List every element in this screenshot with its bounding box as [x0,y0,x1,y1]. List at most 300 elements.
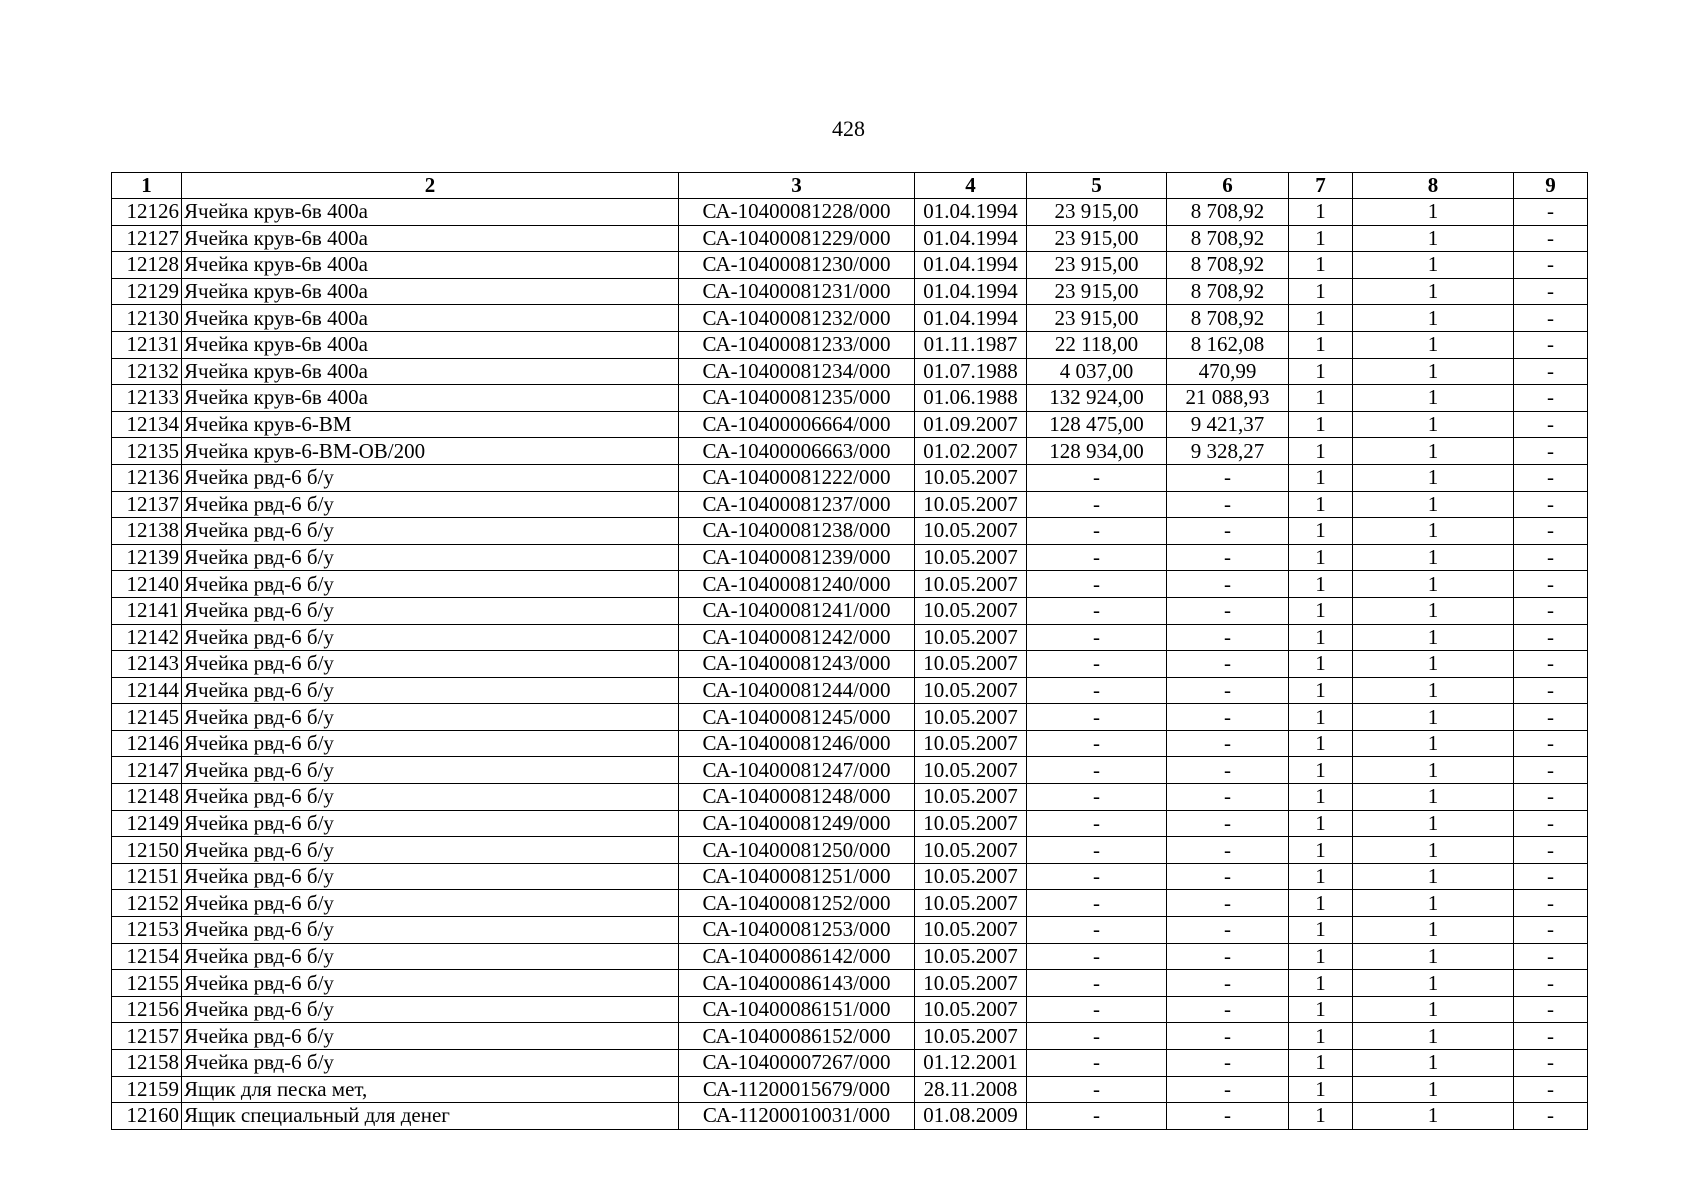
row-number-cell: 12147 [112,757,182,784]
item-name-cell: Ячейка рвд-6 б/у [182,996,679,1023]
inventory-code-cell: СА-10400081231/000 [679,278,915,305]
quantity-actual-cell: 1 [1353,784,1514,811]
inventory-table [111,172,1588,1130]
table-row [112,544,1588,571]
note-cell: - [1514,252,1588,279]
quantity-cell: 1 [1289,518,1353,545]
inventory-code-cell: СА-10400086151/000 [679,996,915,1023]
initial-cost-cell: - [1027,624,1167,651]
residual-value-cell: - [1167,1076,1289,1103]
date-cell: 10.05.2007 [915,837,1027,864]
quantity-cell: 1 [1289,411,1353,438]
inventory-code-cell: СА-10400081247/000 [679,757,915,784]
table-row [112,996,1588,1023]
residual-value-cell: - [1167,491,1289,518]
initial-cost-cell: - [1027,943,1167,970]
table-row [112,624,1588,651]
inventory-code-cell: СА-10400081243/000 [679,651,915,678]
quantity-actual-cell: 1 [1353,863,1514,890]
inventory-code-cell: СА-10400081232/000 [679,305,915,332]
item-name-cell: Ячейка рвд-6 б/у [182,917,679,944]
table-row [112,917,1588,944]
inventory-code-cell: СА-10400006664/000 [679,411,915,438]
quantity-cell: 1 [1289,730,1353,757]
quantity-actual-cell: 1 [1353,464,1514,491]
note-cell: - [1514,1076,1588,1103]
initial-cost-cell: - [1027,730,1167,757]
quantity-actual-cell: 1 [1353,704,1514,731]
row-number-cell: 12154 [112,943,182,970]
initial-cost-cell: - [1027,1023,1167,1050]
table-row [112,571,1588,598]
inventory-code-cell: СА-10400081250/000 [679,837,915,864]
item-name-cell: Ячейка рвд-6 б/у [182,677,679,704]
quantity-actual-cell: 1 [1353,837,1514,864]
item-name-cell: Ячейка крув-6в 400а [182,385,679,412]
note-cell: - [1514,970,1588,997]
initial-cost-cell: - [1027,677,1167,704]
initial-cost-cell: - [1027,651,1167,678]
quantity-actual-cell: 1 [1353,1076,1514,1103]
residual-value-cell: - [1167,890,1289,917]
residual-value-cell: - [1167,597,1289,624]
residual-value-cell: - [1167,651,1289,678]
initial-cost-cell: - [1027,597,1167,624]
table-row [112,1050,1588,1077]
inventory-code-cell: СА-10400086143/000 [679,970,915,997]
item-name-cell: Ячейка рвд-6 б/у [182,544,679,571]
quantity-cell: 1 [1289,358,1353,385]
row-number-cell: 12160 [112,1103,182,1130]
date-cell: 10.05.2007 [915,571,1027,598]
residual-value-cell: - [1167,1103,1289,1130]
initial-cost-cell: - [1027,810,1167,837]
inventory-code-cell: СА-10400081222/000 [679,464,915,491]
row-number-cell: 12133 [112,385,182,412]
quantity-cell: 1 [1289,784,1353,811]
note-cell: - [1514,278,1588,305]
date-cell: 10.05.2007 [915,890,1027,917]
table-row [112,890,1588,917]
quantity-cell: 1 [1289,624,1353,651]
note-cell: - [1514,651,1588,678]
date-cell: 10.05.2007 [915,784,1027,811]
row-number-cell: 12145 [112,704,182,731]
initial-cost-cell: 23 915,00 [1027,199,1167,226]
initial-cost-cell: 128 934,00 [1027,438,1167,465]
note-cell: - [1514,464,1588,491]
quantity-cell: 1 [1289,917,1353,944]
quantity-cell: 1 [1289,704,1353,731]
header-col-3: 3 [679,173,915,199]
inventory-code-cell: СА-10400081234/000 [679,358,915,385]
date-cell: 10.05.2007 [915,491,1027,518]
initial-cost-cell: 22 118,00 [1027,331,1167,358]
row-number-cell: 12143 [112,651,182,678]
quantity-actual-cell: 1 [1353,943,1514,970]
initial-cost-cell: 23 915,00 [1027,278,1167,305]
row-number-cell: 12128 [112,252,182,279]
row-number-cell: 12153 [112,917,182,944]
table-row [112,730,1588,757]
note-cell: - [1514,863,1588,890]
header-col-2: 2 [182,173,679,199]
quantity-cell: 1 [1289,1023,1353,1050]
item-name-cell: Ячейка крув-6в 400а [182,305,679,332]
note-cell: - [1514,757,1588,784]
row-number-cell: 12129 [112,278,182,305]
note-cell: - [1514,837,1588,864]
date-cell: 01.04.1994 [915,305,1027,332]
page-number: 428 [832,116,865,141]
quantity-cell: 1 [1289,385,1353,412]
residual-value-cell: 8 708,92 [1167,199,1289,226]
quantity-cell: 1 [1289,1076,1353,1103]
row-number-cell: 12135 [112,438,182,465]
item-name-cell: Ячейка рвд-6 б/у [182,571,679,598]
row-number-cell: 12150 [112,837,182,864]
row-number-cell: 12131 [112,331,182,358]
quantity-cell: 1 [1289,837,1353,864]
table-row [112,810,1588,837]
residual-value-cell: - [1167,863,1289,890]
row-number-cell: 12139 [112,544,182,571]
row-number-cell: 12144 [112,677,182,704]
table-row [112,491,1588,518]
residual-value-cell: - [1167,810,1289,837]
note-cell: - [1514,784,1588,811]
row-number-cell: 12159 [112,1076,182,1103]
residual-value-cell: 8 162,08 [1167,331,1289,358]
quantity-cell: 1 [1289,278,1353,305]
item-name-cell: Ячейка рвд-6 б/у [182,624,679,651]
initial-cost-cell: - [1027,757,1167,784]
residual-value-cell: - [1167,917,1289,944]
item-name-cell: Ящик специальный для денег [182,1103,679,1130]
header-row [112,173,1588,199]
initial-cost-cell: - [1027,464,1167,491]
item-name-cell: Ячейка рвд-6 б/у [182,943,679,970]
inventory-code-cell: СА-10400086142/000 [679,943,915,970]
quantity-actual-cell: 1 [1353,890,1514,917]
date-cell: 10.05.2007 [915,757,1027,784]
date-cell: 10.05.2007 [915,943,1027,970]
date-cell: 10.05.2007 [915,651,1027,678]
quantity-cell: 1 [1289,225,1353,252]
residual-value-cell: - [1167,464,1289,491]
quantity-cell: 1 [1289,996,1353,1023]
inventory-code-cell: СА-10400081228/000 [679,199,915,226]
date-cell: 10.05.2007 [915,970,1027,997]
inventory-code-cell: СА-10400081229/000 [679,225,915,252]
item-name-cell: Ячейка рвд-6 б/у [182,1023,679,1050]
residual-value-cell: 9 328,27 [1167,438,1289,465]
note-cell: - [1514,544,1588,571]
residual-value-cell: - [1167,544,1289,571]
note-cell: - [1514,1050,1588,1077]
row-number-cell: 12157 [112,1023,182,1050]
date-cell: 01.02.2007 [915,438,1027,465]
table-row [112,252,1588,279]
quantity-cell: 1 [1289,810,1353,837]
residual-value-cell: - [1167,624,1289,651]
quantity-actual-cell: 1 [1353,305,1514,332]
initial-cost-cell: 23 915,00 [1027,252,1167,279]
quantity-cell: 1 [1289,863,1353,890]
item-name-cell: Ящик для песка мет, [182,1076,679,1103]
item-name-cell: Ячейка рвд-6 б/у [182,464,679,491]
table-row [112,464,1588,491]
inventory-code-cell: СА-10400081238/000 [679,518,915,545]
quantity-actual-cell: 1 [1353,491,1514,518]
date-cell: 01.04.1994 [915,199,1027,226]
inventory-code-cell: СА-10400081241/000 [679,597,915,624]
date-cell: 28.11.2008 [915,1076,1027,1103]
initial-cost-cell: - [1027,917,1167,944]
initial-cost-cell: - [1027,970,1167,997]
note-cell: - [1514,943,1588,970]
item-name-cell: Ячейка крув-6в 400а [182,358,679,385]
row-number-cell: 12134 [112,411,182,438]
quantity-cell: 1 [1289,438,1353,465]
row-number-cell: 12137 [112,491,182,518]
residual-value-cell: 8 708,92 [1167,252,1289,279]
row-number-cell: 12149 [112,810,182,837]
quantity-cell: 1 [1289,970,1353,997]
date-cell: 10.05.2007 [915,863,1027,890]
initial-cost-cell: - [1027,1076,1167,1103]
table-row [112,518,1588,545]
note-cell: - [1514,411,1588,438]
note-cell: - [1514,677,1588,704]
table-row [112,305,1588,332]
quantity-cell: 1 [1289,651,1353,678]
note-cell: - [1514,518,1588,545]
initial-cost-cell: - [1027,996,1167,1023]
item-name-cell: Ячейка крув-6-ВМ [182,411,679,438]
residual-value-cell: - [1167,943,1289,970]
initial-cost-cell: - [1027,1103,1167,1130]
table-row [112,199,1588,226]
row-number-cell: 12142 [112,624,182,651]
inventory-code-cell: СА-10400081242/000 [679,624,915,651]
note-cell: - [1514,305,1588,332]
residual-value-cell: - [1167,837,1289,864]
inventory-code-cell: СА-11200010031/000 [679,1103,915,1130]
item-name-cell: Ячейка рвд-6 б/у [182,704,679,731]
date-cell: 10.05.2007 [915,810,1027,837]
row-number-cell: 12146 [112,730,182,757]
row-number-cell: 12156 [112,996,182,1023]
quantity-actual-cell: 1 [1353,385,1514,412]
quantity-actual-cell: 1 [1353,1050,1514,1077]
table-row [112,1023,1588,1050]
table-row [112,784,1588,811]
residual-value-cell: 21 088,93 [1167,385,1289,412]
note-cell: - [1514,438,1588,465]
table-row [112,597,1588,624]
note-cell: - [1514,358,1588,385]
table-row [112,757,1588,784]
quantity-cell: 1 [1289,571,1353,598]
inventory-code-cell: СА-10400006663/000 [679,438,915,465]
header-col-4: 4 [915,173,1027,199]
table-row [112,278,1588,305]
item-name-cell: Ячейка рвд-6 б/у [182,810,679,837]
table-row [112,970,1588,997]
quantity-actual-cell: 1 [1353,757,1514,784]
table-row [112,1103,1588,1130]
residual-value-cell: - [1167,757,1289,784]
note-cell: - [1514,225,1588,252]
quantity-cell: 1 [1289,1050,1353,1077]
item-name-cell: Ячейка крув-6в 400а [182,252,679,279]
header-col-8: 8 [1353,173,1514,199]
inventory-code-cell: СА-10400081244/000 [679,677,915,704]
residual-value-cell: - [1167,704,1289,731]
quantity-actual-cell: 1 [1353,331,1514,358]
item-name-cell: Ячейка рвд-6 б/у [182,890,679,917]
item-name-cell: Ячейка крув-6в 400а [182,199,679,226]
residual-value-cell: - [1167,1050,1289,1077]
quantity-cell: 1 [1289,491,1353,518]
initial-cost-cell: - [1027,571,1167,598]
initial-cost-cell: - [1027,518,1167,545]
residual-value-cell: - [1167,677,1289,704]
quantity-actual-cell: 1 [1353,225,1514,252]
note-cell: - [1514,917,1588,944]
table-row [112,358,1588,385]
date-cell: 10.05.2007 [915,624,1027,651]
inventory-code-cell: СА-10400081251/000 [679,863,915,890]
date-cell: 10.05.2007 [915,704,1027,731]
residual-value-cell: - [1167,730,1289,757]
date-cell: 01.04.1994 [915,278,1027,305]
quantity-cell: 1 [1289,757,1353,784]
initial-cost-cell: - [1027,704,1167,731]
quantity-actual-cell: 1 [1353,411,1514,438]
quantity-actual-cell: 1 [1353,730,1514,757]
note-cell: - [1514,1023,1588,1050]
inventory-code-cell: СА-10400007267/000 [679,1050,915,1077]
date-cell: 10.05.2007 [915,597,1027,624]
quantity-actual-cell: 1 [1353,544,1514,571]
table-header [112,173,1588,199]
quantity-actual-cell: 1 [1353,1023,1514,1050]
table-row [112,704,1588,731]
inventory-code-cell: СА-10400081252/000 [679,890,915,917]
table-row [112,943,1588,970]
inventory-code-cell: СА-10400081245/000 [679,704,915,731]
note-cell: - [1514,385,1588,412]
row-number-cell: 12140 [112,571,182,598]
quantity-actual-cell: 1 [1353,571,1514,598]
date-cell: 10.05.2007 [915,730,1027,757]
residual-value-cell: - [1167,970,1289,997]
inventory-code-cell: СА-10400081230/000 [679,252,915,279]
row-number-cell: 12151 [112,863,182,890]
item-name-cell: Ячейка крув-6-ВМ-ОВ/200 [182,438,679,465]
initial-cost-cell: 132 924,00 [1027,385,1167,412]
date-cell: 01.11.1987 [915,331,1027,358]
inventory-code-cell: СА-10400081240/000 [679,571,915,598]
date-cell: 01.07.1988 [915,358,1027,385]
quantity-actual-cell: 1 [1353,518,1514,545]
residual-value-cell: - [1167,996,1289,1023]
quantity-cell: 1 [1289,890,1353,917]
row-number-cell: 12127 [112,225,182,252]
quantity-actual-cell: 1 [1353,810,1514,837]
note-cell: - [1514,810,1588,837]
quantity-cell: 1 [1289,305,1353,332]
quantity-cell: 1 [1289,331,1353,358]
table-row [112,225,1588,252]
item-name-cell: Ячейка рвд-6 б/у [182,730,679,757]
item-name-cell: Ячейка рвд-6 б/у [182,863,679,890]
row-number-cell: 12148 [112,784,182,811]
table-row [112,411,1588,438]
header-col-7: 7 [1289,173,1353,199]
header-col-5: 5 [1027,173,1167,199]
quantity-actual-cell: 1 [1353,278,1514,305]
initial-cost-cell: - [1027,863,1167,890]
table-row [112,863,1588,890]
note-cell: - [1514,996,1588,1023]
initial-cost-cell: 128 475,00 [1027,411,1167,438]
quantity-actual-cell: 1 [1353,199,1514,226]
note-cell: - [1514,571,1588,598]
date-cell: 10.05.2007 [915,544,1027,571]
row-number-cell: 12132 [112,358,182,385]
residual-value-cell: - [1167,518,1289,545]
date-cell: 10.05.2007 [915,996,1027,1023]
date-cell: 01.12.2001 [915,1050,1027,1077]
header-col-9: 9 [1514,173,1588,199]
quantity-cell: 1 [1289,597,1353,624]
item-name-cell: Ячейка рвд-6 б/у [182,837,679,864]
initial-cost-cell: - [1027,1050,1167,1077]
quantity-actual-cell: 1 [1353,252,1514,279]
residual-value-cell: 8 708,92 [1167,305,1289,332]
date-cell: 10.05.2007 [915,518,1027,545]
note-cell: - [1514,624,1588,651]
inventory-code-cell: СА-10400081239/000 [679,544,915,571]
item-name-cell: Ячейка рвд-6 б/у [182,491,679,518]
row-number-cell: 12136 [112,464,182,491]
residual-value-cell: 9 421,37 [1167,411,1289,438]
inventory-code-cell: СА-10400081237/000 [679,491,915,518]
row-number-cell: 12158 [112,1050,182,1077]
table-row [112,837,1588,864]
table-body [112,199,1588,1130]
quantity-actual-cell: 1 [1353,597,1514,624]
header-col-6: 6 [1167,173,1289,199]
residual-value-cell: 8 708,92 [1167,225,1289,252]
inventory-code-cell: СА-10400086152/000 [679,1023,915,1050]
note-cell: - [1514,730,1588,757]
item-name-cell: Ячейка крув-6в 400а [182,278,679,305]
row-number-cell: 12138 [112,518,182,545]
quantity-actual-cell: 1 [1353,358,1514,385]
row-number-cell: 12152 [112,890,182,917]
item-name-cell: Ячейка рвд-6 б/у [182,597,679,624]
quantity-actual-cell: 1 [1353,1103,1514,1130]
date-cell: 10.05.2007 [915,677,1027,704]
quantity-cell: 1 [1289,252,1353,279]
item-name-cell: Ячейка рвд-6 б/у [182,784,679,811]
note-cell: - [1514,199,1588,226]
residual-value-cell: - [1167,784,1289,811]
